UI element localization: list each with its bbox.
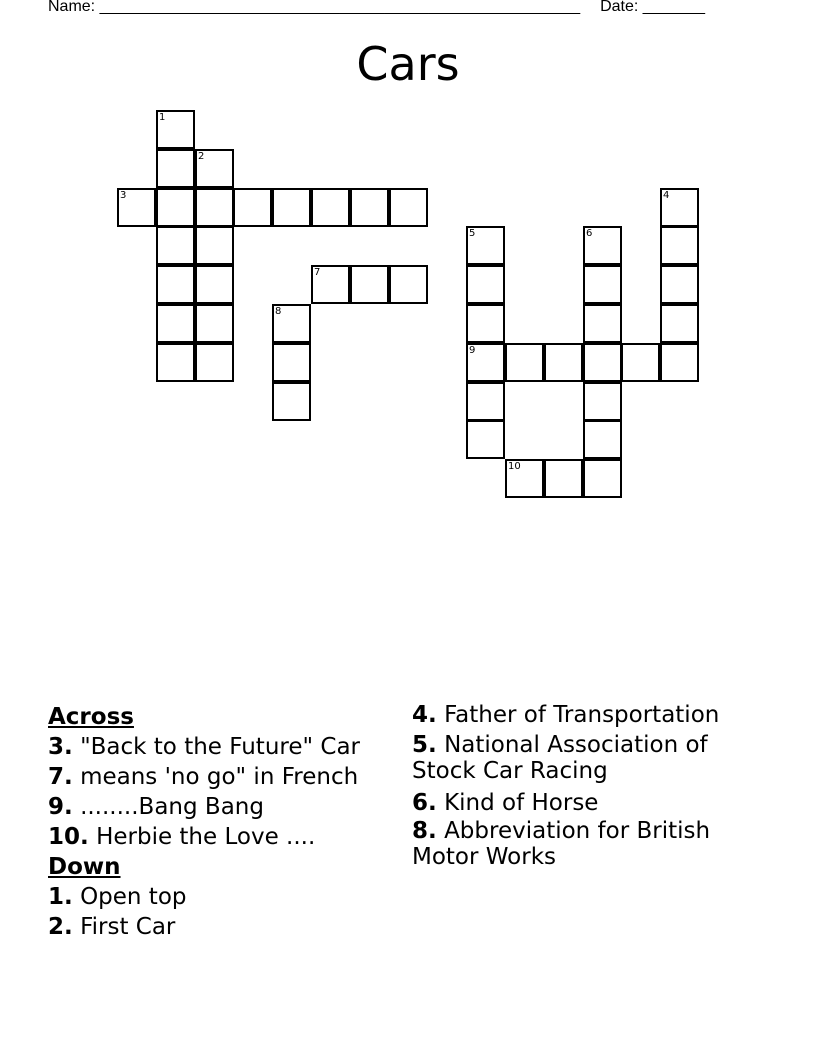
- cell-number: 3: [120, 190, 127, 201]
- grid-cell[interactable]: [389, 265, 428, 304]
- clue-number: 1.: [48, 884, 73, 910]
- grid-cell[interactable]: [621, 343, 660, 382]
- across-clue: [48, 792, 393, 822]
- clue-text: Kind of Horse: [444, 790, 599, 816]
- grid-cell[interactable]: [156, 304, 195, 343]
- clue-number: 6.: [412, 790, 437, 816]
- grid-cell[interactable]: [272, 343, 311, 382]
- cell-number: 1: [159, 112, 166, 123]
- cell-number: 2: [198, 151, 205, 162]
- down-clue: [412, 732, 752, 784]
- grid-cell[interactable]: [156, 110, 195, 149]
- grid-cell[interactable]: [544, 459, 583, 498]
- grid-cell[interactable]: [195, 265, 234, 304]
- down-heading: Down: [48, 854, 121, 880]
- grid-cell[interactable]: [583, 226, 622, 265]
- clue-number: 8.: [412, 818, 437, 844]
- grid-cell[interactable]: [195, 343, 234, 382]
- clues-right-column: [412, 702, 752, 874]
- clue-number: 2.: [48, 914, 73, 940]
- grid-cell[interactable]: [466, 382, 505, 421]
- grid-cell[interactable]: [544, 343, 583, 382]
- grid-cell[interactable]: [195, 226, 234, 265]
- cell-number: 8: [275, 306, 282, 317]
- grid-cell[interactable]: [660, 304, 699, 343]
- clue-number: 7.: [48, 764, 73, 790]
- clue-number: 3.: [48, 734, 73, 760]
- clue-text: means 'no go" in French: [80, 764, 359, 790]
- grid-cell[interactable]: [660, 265, 699, 304]
- name-field-label[interactable]: Name: ______________________________________________________: [48, 0, 581, 15]
- grid-cell[interactable]: [583, 265, 622, 304]
- cell-number: 5: [469, 228, 476, 239]
- grid-cell[interactable]: [466, 304, 505, 343]
- date-field-label[interactable]: Date: _______: [600, 0, 706, 15]
- grid-cell[interactable]: [583, 382, 622, 421]
- grid-cell[interactable]: [505, 343, 544, 382]
- across-clue: [48, 762, 393, 792]
- grid-cell[interactable]: [272, 304, 311, 343]
- grid-cell[interactable]: [466, 420, 505, 459]
- cell-number: 7: [314, 267, 321, 278]
- grid-cell[interactable]: [195, 149, 234, 188]
- grid-cell[interactable]: [156, 343, 195, 382]
- grid-cell[interactable]: [583, 459, 622, 498]
- grid-cell[interactable]: [660, 226, 699, 265]
- grid-cell[interactable]: [195, 188, 234, 227]
- down-clue: [48, 882, 393, 912]
- grid-cell[interactable]: [311, 265, 350, 304]
- clue-text: ........Bang Bang: [80, 794, 264, 820]
- clue-number: 9.: [48, 794, 73, 820]
- grid-cell[interactable]: [233, 188, 272, 227]
- grid-cell[interactable]: [583, 343, 622, 382]
- grid-cell[interactable]: [195, 304, 234, 343]
- clue-text: Open top: [80, 884, 187, 910]
- clue-text: National Association of Stock Car Racing: [412, 732, 708, 784]
- clue-number: 4.: [412, 702, 437, 728]
- grid-cell[interactable]: [466, 265, 505, 304]
- clue-number: 10.: [48, 824, 89, 850]
- clue-text: First Car: [80, 914, 176, 940]
- cell-number: 9: [469, 345, 476, 356]
- grid-cell[interactable]: [272, 382, 311, 421]
- clue-text: Abbreviation for British Motor Works: [412, 818, 711, 870]
- grid-cell[interactable]: [466, 226, 505, 265]
- down-clue: [48, 912, 393, 942]
- grid-cell[interactable]: [583, 420, 622, 459]
- grid-cell[interactable]: [660, 343, 699, 382]
- grid-cell[interactable]: [156, 226, 195, 265]
- down-clue: [412, 702, 752, 728]
- grid-cell[interactable]: [505, 459, 544, 498]
- grid-cell[interactable]: [350, 188, 389, 227]
- across-clue: [48, 822, 393, 852]
- puzzle-title: Cars: [356, 37, 460, 91]
- down-clue: [412, 788, 752, 818]
- grid-cell[interactable]: [311, 188, 350, 227]
- cell-number: 4: [663, 190, 670, 201]
- grid-cell[interactable]: [660, 188, 699, 227]
- clue-text: "Back to the Future" Car: [80, 734, 360, 760]
- grid-cell[interactable]: [272, 188, 311, 227]
- clue-text: Herbie the Love ....: [96, 824, 316, 850]
- cell-number: 10: [508, 461, 521, 472]
- grid-cell[interactable]: [156, 265, 195, 304]
- grid-cell[interactable]: [156, 188, 195, 227]
- grid-cell[interactable]: [117, 188, 156, 227]
- grid-cell[interactable]: [466, 343, 505, 382]
- clue-number: 5.: [412, 732, 437, 758]
- grid-cell[interactable]: [156, 149, 195, 188]
- down-clue: [412, 818, 752, 870]
- crossword-grid: [0, 0, 816, 520]
- clues-left-column: [48, 702, 393, 942]
- grid-cell[interactable]: [583, 304, 622, 343]
- grid-cell[interactable]: [350, 265, 389, 304]
- clue-text: Father of Transportation: [444, 702, 720, 728]
- grid-cell[interactable]: [389, 188, 428, 227]
- across-clue: [48, 732, 393, 762]
- across-heading: Across: [48, 704, 134, 730]
- cell-number: 6: [586, 228, 593, 239]
